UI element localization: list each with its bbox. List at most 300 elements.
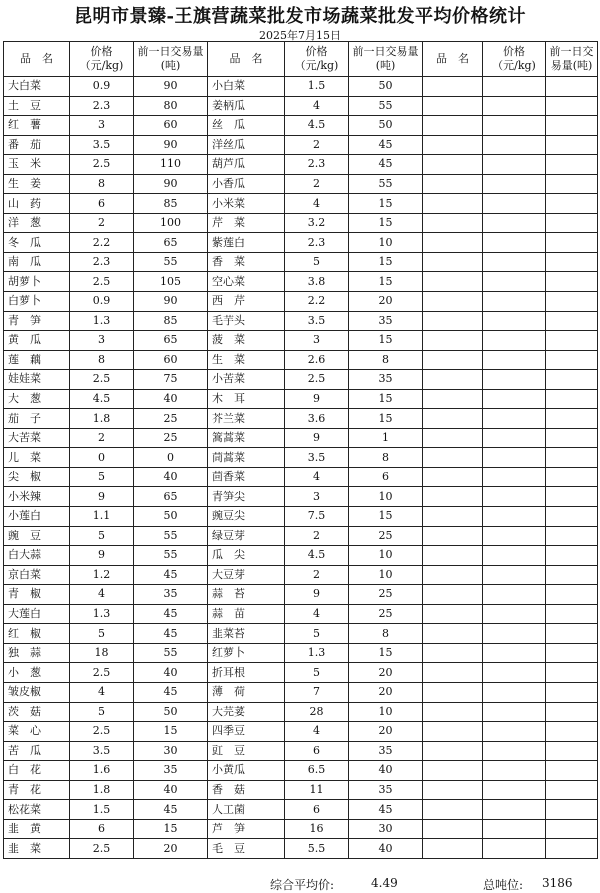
cell-volume [546, 839, 598, 859]
cell-name: 葫芦瓜 [208, 155, 285, 175]
header-price: 价格（元/kg) [483, 42, 546, 77]
cell-price: 11 [285, 780, 349, 800]
cell-volume [546, 526, 598, 546]
table-row [4, 272, 598, 292]
cell-name [423, 526, 483, 546]
cell-price [483, 467, 546, 487]
cell-price [483, 702, 546, 722]
cell-name [423, 761, 483, 781]
cell-volume: 15 [349, 643, 423, 663]
cell-name: 尖 椒 [4, 467, 70, 487]
cell-volume: 20 [349, 292, 423, 312]
cell-price [483, 77, 546, 97]
cell-name: 洋 葱 [4, 213, 70, 233]
cell-volume: 40 [349, 761, 423, 781]
cell-price: 3.2 [285, 213, 349, 233]
cell-price [483, 272, 546, 292]
cell-name [423, 643, 483, 663]
cell-name [423, 292, 483, 312]
cell-price: 2.6 [285, 350, 349, 370]
cell-name [423, 448, 483, 468]
table-row [4, 311, 598, 331]
table-row [4, 643, 598, 663]
table-row [4, 702, 598, 722]
cell-name: 小莲白 [4, 507, 70, 527]
cell-volume: 45 [349, 135, 423, 155]
table-row [4, 780, 598, 800]
cell-volume: 35 [349, 311, 423, 331]
cell-name: 韭 菜 [4, 839, 70, 859]
cell-volume [546, 155, 598, 175]
cell-name [423, 741, 483, 761]
cell-price [483, 780, 546, 800]
table-body [4, 77, 598, 859]
cell-volume: 90 [134, 77, 208, 97]
cell-price [483, 428, 546, 448]
cell-price: 2.3 [285, 233, 349, 253]
cell-name [423, 389, 483, 409]
table-row [4, 722, 598, 742]
cell-price: 1.3 [70, 604, 134, 624]
cell-price: 2.3 [70, 252, 134, 272]
cell-name: 儿 菜 [4, 448, 70, 468]
header-volume: 前一日交易量(吨) [349, 42, 423, 77]
cell-name: 红 椒 [4, 624, 70, 644]
cell-volume: 8 [349, 350, 423, 370]
cell-price: 1.8 [70, 409, 134, 429]
cell-name [423, 272, 483, 292]
cell-volume: 10 [349, 487, 423, 507]
cell-name: 青笋尖 [208, 487, 285, 507]
cell-name: 人工菌 [208, 800, 285, 820]
cell-price [483, 604, 546, 624]
cell-volume: 8 [349, 448, 423, 468]
table-row [4, 800, 598, 820]
cell-price [483, 213, 546, 233]
cell-name: 蒜 苗 [208, 604, 285, 624]
cell-price [483, 96, 546, 116]
cell-price: 5 [285, 624, 349, 644]
cell-price [483, 155, 546, 175]
cell-price: 6 [70, 819, 134, 839]
cell-price [483, 448, 546, 468]
cell-volume: 85 [134, 194, 208, 214]
cell-price: 2 [285, 565, 349, 585]
cell-name [423, 585, 483, 605]
cell-price [483, 722, 546, 742]
cell-name: 薄 荷 [208, 682, 285, 702]
cell-price: 4.5 [285, 546, 349, 566]
cell-price: 8 [70, 350, 134, 370]
table-row [4, 331, 598, 351]
cell-name [423, 428, 483, 448]
cell-price: 3 [70, 116, 134, 136]
cell-name [423, 702, 483, 722]
cell-name [423, 370, 483, 390]
cell-volume: 50 [349, 77, 423, 97]
cell-volume: 45 [349, 800, 423, 820]
cell-name: 白萝卜 [4, 292, 70, 312]
cell-volume [546, 331, 598, 351]
table-row [4, 350, 598, 370]
cell-volume: 100 [134, 213, 208, 233]
cell-name [423, 350, 483, 370]
cell-volume: 45 [134, 624, 208, 644]
cell-volume: 15 [349, 252, 423, 272]
cell-price [483, 389, 546, 409]
cell-price: 5 [70, 526, 134, 546]
cell-price [483, 487, 546, 507]
cell-volume: 60 [134, 350, 208, 370]
cell-price: 2.5 [70, 722, 134, 742]
cell-volume [546, 96, 598, 116]
cell-name: 番 茄 [4, 135, 70, 155]
cell-name: 土 豆 [4, 96, 70, 116]
cell-price [483, 526, 546, 546]
table-row [4, 604, 598, 624]
cell-name: 姜柄瓜 [208, 96, 285, 116]
cell-name [423, 507, 483, 527]
cell-name: 香 菜 [208, 252, 285, 272]
cell-volume: 90 [134, 135, 208, 155]
cell-price [483, 350, 546, 370]
cell-name: 韭菜苔 [208, 624, 285, 644]
cell-name: 京白菜 [4, 565, 70, 585]
cell-volume: 25 [134, 428, 208, 448]
cell-name: 玉 米 [4, 155, 70, 175]
cell-price: 9 [285, 428, 349, 448]
cell-name [423, 624, 483, 644]
cell-name [423, 213, 483, 233]
cell-price: 2.2 [70, 233, 134, 253]
cell-volume [546, 819, 598, 839]
table-row [4, 155, 598, 175]
cell-volume [546, 741, 598, 761]
table-row [4, 77, 598, 97]
table-row [4, 526, 598, 546]
cell-volume: 45 [349, 155, 423, 175]
cell-volume [546, 761, 598, 781]
cell-volume: 35 [134, 761, 208, 781]
table-row [4, 174, 598, 194]
cell-price: 2 [285, 174, 349, 194]
cell-name: 生 姜 [4, 174, 70, 194]
cell-name: 木 耳 [208, 389, 285, 409]
cell-volume [546, 428, 598, 448]
cell-name [423, 233, 483, 253]
cell-name: 青 花 [4, 780, 70, 800]
cell-price: 2.3 [70, 96, 134, 116]
cell-name: 冬 瓜 [4, 233, 70, 253]
cell-price [483, 800, 546, 820]
cell-volume [546, 604, 598, 624]
table-row [4, 624, 598, 644]
cell-name: 小苦菜 [208, 370, 285, 390]
cell-price [483, 252, 546, 272]
cell-name: 四季豆 [208, 722, 285, 742]
cell-price [483, 682, 546, 702]
cell-volume: 55 [134, 526, 208, 546]
cell-price [483, 331, 546, 351]
cell-name [423, 663, 483, 683]
cell-name [423, 604, 483, 624]
cell-name: 胡萝卜 [4, 272, 70, 292]
table-header-row [4, 42, 598, 77]
cell-name [423, 800, 483, 820]
table-row [4, 233, 598, 253]
cell-volume [546, 663, 598, 683]
cell-name: 菠 菜 [208, 331, 285, 351]
cell-volume: 55 [134, 252, 208, 272]
cell-name: 紫莲白 [208, 233, 285, 253]
cell-price: 4 [285, 722, 349, 742]
cell-name [423, 116, 483, 136]
header-volume: 前一日交易量(吨) [546, 42, 598, 77]
cell-volume: 85 [134, 311, 208, 331]
cell-volume: 90 [134, 174, 208, 194]
header-price: 价格（元/kg) [285, 42, 349, 77]
cell-name: 青 椒 [4, 585, 70, 605]
cell-volume [546, 174, 598, 194]
cell-volume: 6 [349, 467, 423, 487]
cell-price: 6.5 [285, 761, 349, 781]
cell-price: 1.6 [70, 761, 134, 781]
cell-name: 洋丝瓜 [208, 135, 285, 155]
cell-name: 莲 藕 [4, 350, 70, 370]
cell-volume: 15 [134, 819, 208, 839]
cell-name: 青 笋 [4, 311, 70, 331]
cell-name: 小 葱 [4, 663, 70, 683]
cell-price: 7.5 [285, 507, 349, 527]
cell-name: 韭 黄 [4, 819, 70, 839]
cell-volume [546, 350, 598, 370]
cell-volume [546, 370, 598, 390]
cell-name: 苦 瓜 [4, 741, 70, 761]
cell-volume [546, 722, 598, 742]
cell-volume [546, 546, 598, 566]
cell-volume [546, 448, 598, 468]
cell-price: 2.5 [70, 370, 134, 390]
cell-price: 2.5 [70, 663, 134, 683]
cell-volume: 110 [134, 155, 208, 175]
table-row [4, 565, 598, 585]
cell-volume [546, 702, 598, 722]
cell-name: 篙蒿菜 [208, 428, 285, 448]
cell-volume [546, 311, 598, 331]
cell-volume: 55 [134, 643, 208, 663]
cell-price: 9 [285, 585, 349, 605]
cell-price: 3.6 [285, 409, 349, 429]
cell-name: 山 药 [4, 194, 70, 214]
cell-name: 小米辣 [4, 487, 70, 507]
cell-volume: 65 [134, 487, 208, 507]
cell-name [423, 682, 483, 702]
cell-price: 2.2 [285, 292, 349, 312]
cell-price: 0.9 [70, 77, 134, 97]
cell-price [483, 311, 546, 331]
cell-price: 5.5 [285, 839, 349, 859]
cell-volume: 15 [349, 272, 423, 292]
cell-volume: 50 [134, 507, 208, 527]
cell-volume [546, 272, 598, 292]
cell-name: 菜 心 [4, 722, 70, 742]
cell-price: 1.2 [70, 565, 134, 585]
cell-name: 西 芹 [208, 292, 285, 312]
cell-volume: 40 [134, 467, 208, 487]
cell-name: 茴香菜 [208, 467, 285, 487]
cell-volume: 55 [134, 546, 208, 566]
cell-volume: 1 [349, 428, 423, 448]
cell-price: 7 [285, 682, 349, 702]
cell-volume [546, 624, 598, 644]
cell-price: 8 [70, 174, 134, 194]
cell-volume: 8 [349, 624, 423, 644]
cell-volume [546, 135, 598, 155]
table-row [4, 389, 598, 409]
cell-price: 1.1 [70, 507, 134, 527]
cell-price [483, 135, 546, 155]
cell-volume: 15 [349, 507, 423, 527]
table-row [4, 487, 598, 507]
table-row [4, 585, 598, 605]
cell-price: 1.3 [70, 311, 134, 331]
cell-name [423, 135, 483, 155]
cell-volume: 35 [134, 585, 208, 605]
cell-name: 茼蒿菜 [208, 448, 285, 468]
cell-price [483, 565, 546, 585]
cell-price: 4 [70, 682, 134, 702]
cell-price: 2 [285, 135, 349, 155]
cell-volume: 20 [349, 682, 423, 702]
cell-price: 1.5 [285, 77, 349, 97]
cell-price: 0 [70, 448, 134, 468]
cell-volume: 10 [349, 233, 423, 253]
cell-volume: 75 [134, 370, 208, 390]
cell-name: 香 菇 [208, 780, 285, 800]
table-row [4, 663, 598, 683]
table-row [4, 96, 598, 116]
cell-name [423, 565, 483, 585]
cell-name: 折耳根 [208, 663, 285, 683]
table-row [4, 292, 598, 312]
cell-volume: 40 [134, 389, 208, 409]
cell-volume: 50 [134, 702, 208, 722]
cell-volume [546, 77, 598, 97]
cell-name: 小香瓜 [208, 174, 285, 194]
cell-name: 大苦菜 [4, 428, 70, 448]
price-table [3, 41, 598, 859]
cell-name: 红 薯 [4, 116, 70, 136]
cell-volume: 50 [349, 116, 423, 136]
cell-price [483, 370, 546, 390]
cell-price: 4 [70, 585, 134, 605]
cell-name: 生 菜 [208, 350, 285, 370]
cell-volume: 0 [134, 448, 208, 468]
cell-volume: 15 [134, 722, 208, 742]
cell-name: 小米菜 [208, 194, 285, 214]
cell-volume: 40 [349, 839, 423, 859]
cell-name: 丝 瓜 [208, 116, 285, 136]
cell-volume: 45 [134, 604, 208, 624]
header-name: 品 名 [423, 42, 483, 77]
cell-name [423, 311, 483, 331]
average-price-label: 综合平均价: [270, 878, 335, 892]
table-row [4, 370, 598, 390]
cell-name [423, 174, 483, 194]
cell-volume [546, 507, 598, 527]
cell-name [423, 839, 483, 859]
cell-volume: 35 [349, 741, 423, 761]
cell-price: 0.9 [70, 292, 134, 312]
cell-name: 白 花 [4, 761, 70, 781]
table-row [4, 839, 598, 859]
cell-name [423, 780, 483, 800]
cell-volume: 90 [134, 292, 208, 312]
cell-price: 2.5 [70, 155, 134, 175]
cell-volume: 10 [349, 546, 423, 566]
cell-name [423, 155, 483, 175]
cell-volume: 35 [349, 780, 423, 800]
cell-name: 芹 菜 [208, 213, 285, 233]
cell-name: 白大蒜 [4, 546, 70, 566]
cell-price [483, 546, 546, 566]
cell-price: 9 [70, 487, 134, 507]
cell-price: 4 [285, 194, 349, 214]
cell-price [483, 663, 546, 683]
cell-volume: 55 [349, 96, 423, 116]
cell-name: 豌豆尖 [208, 507, 285, 527]
cell-price: 18 [70, 643, 134, 663]
cell-name: 空心菜 [208, 272, 285, 292]
cell-name: 小黄瓜 [208, 761, 285, 781]
cell-price [483, 292, 546, 312]
cell-volume [546, 800, 598, 820]
cell-price: 2.3 [285, 155, 349, 175]
cell-volume: 10 [349, 565, 423, 585]
cell-volume [546, 116, 598, 136]
cell-price: 3 [285, 331, 349, 351]
cell-name: 大豆芽 [208, 565, 285, 585]
cell-name: 豌 豆 [4, 526, 70, 546]
cell-volume: 40 [134, 663, 208, 683]
cell-name [423, 409, 483, 429]
cell-price: 4 [285, 96, 349, 116]
cell-volume: 20 [134, 839, 208, 859]
cell-volume [546, 194, 598, 214]
cell-name: 松花菜 [4, 800, 70, 820]
cell-price: 16 [285, 819, 349, 839]
cell-price: 5 [285, 252, 349, 272]
cell-volume: 25 [349, 604, 423, 624]
total-tonnage-label: 总吨位: [483, 878, 524, 892]
cell-price: 3 [70, 331, 134, 351]
average-price-value: 4.49 [371, 876, 398, 890]
cell-price: 2.5 [70, 272, 134, 292]
table-row [4, 428, 598, 448]
table-row [4, 819, 598, 839]
cell-name: 芦 笋 [208, 819, 285, 839]
cell-volume: 45 [134, 800, 208, 820]
table-row [4, 213, 598, 233]
cell-price: 2 [70, 213, 134, 233]
cell-name: 豇 豆 [208, 741, 285, 761]
table-row [4, 252, 598, 272]
cell-volume [546, 389, 598, 409]
cell-volume [546, 643, 598, 663]
cell-volume: 25 [349, 585, 423, 605]
cell-volume [546, 233, 598, 253]
cell-price: 4.5 [70, 389, 134, 409]
